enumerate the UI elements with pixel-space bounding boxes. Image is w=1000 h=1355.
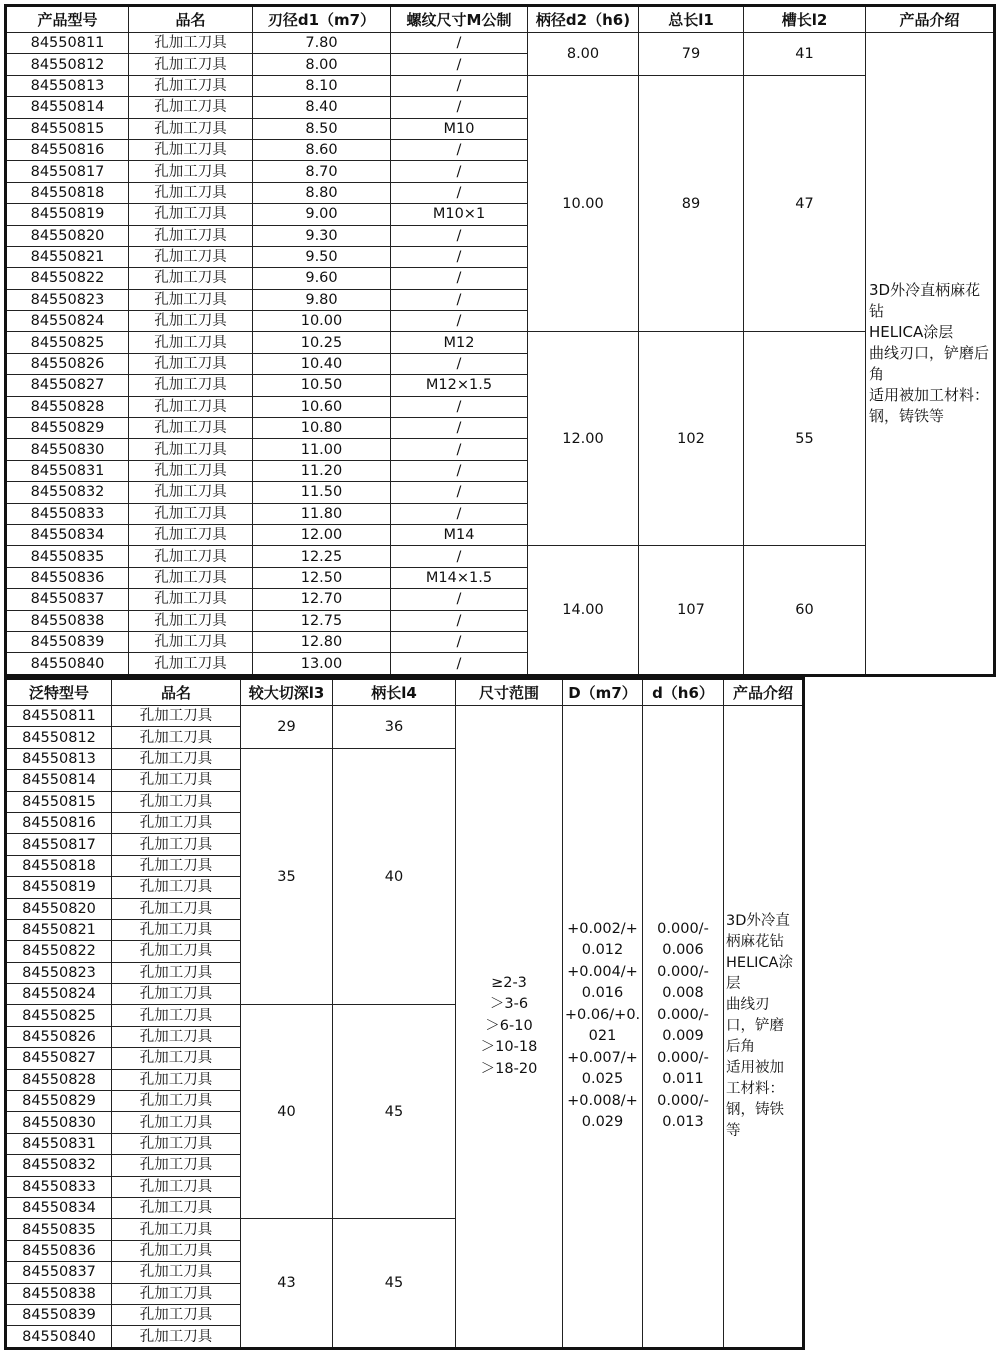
thread-size-cell: M14 [391, 524, 528, 545]
product-id-cell: 84550833 [6, 503, 129, 524]
table1-header-cell: 品名 [129, 6, 253, 33]
d-tolerance-cell-line: 0.008 [662, 985, 704, 1002]
D-tolerance-cell-line: +0.06/+0. [564, 1006, 641, 1023]
product-id-cell: 84550814 [6, 97, 129, 118]
product-name-cell: 孔加工刀具 [112, 984, 241, 1005]
product-id-cell: 84550827 [6, 375, 129, 396]
cutting-diameter-cell: 11.20 [253, 460, 391, 481]
cutting-diameter-cell: 10.40 [253, 353, 391, 374]
product-name-cell: 孔加工刀具 [112, 877, 241, 898]
D-tolerance-cell-line: +0.004/+ [567, 963, 638, 980]
product-name-cell: 孔加工刀具 [129, 482, 253, 503]
thread-size-cell: / [391, 139, 528, 160]
cutting-diameter-cell: 8.80 [253, 182, 391, 203]
D-tolerance-cell-line: 0.016 [581, 985, 624, 1002]
d-tolerance-cell-line: 0.000/- [657, 1049, 709, 1066]
table1-header-cell: 柄径d2（h6) [528, 6, 639, 33]
table2-header-cell: d（h6） [643, 679, 724, 706]
product-intro-cell-line: 等 [726, 1122, 741, 1139]
product-name-cell: 孔加工刀具 [112, 1155, 241, 1176]
product-id-cell: 84550831 [6, 460, 129, 481]
product-id-cell: 84550838 [6, 610, 129, 631]
total-length-cell: 102 [639, 332, 744, 546]
product-intro-cell-line: 3D外冷直 [726, 912, 790, 929]
product-intro-cell-line: 柄麻花钻 [726, 933, 784, 950]
cutting-diameter-cell: 9.50 [253, 246, 391, 267]
table2-header-cell: 产品介绍 [724, 679, 804, 706]
thread-size-cell: / [391, 460, 528, 481]
product-id-cell: 84550828 [6, 396, 129, 417]
product-intro-cell [866, 33, 995, 676]
thread-size-cell: / [391, 311, 528, 332]
product-id-cell: 84550832 [6, 482, 129, 503]
table2-header-cell: D（m7） [563, 679, 643, 706]
product-id-cell: 84550817 [6, 834, 112, 855]
product-name-cell: 孔加工刀具 [112, 1262, 241, 1283]
d-tolerance-cell-line: 0.013 [662, 1114, 704, 1131]
thread-size-cell: / [391, 97, 528, 118]
cutting-diameter-cell: 7.80 [253, 33, 391, 54]
product-name-cell: 孔加工刀具 [112, 1091, 241, 1112]
cutting-diameter-cell: 9.00 [253, 204, 391, 225]
product-intro-cell-line: HELICA涂层 [869, 322, 954, 341]
product-id-cell: 84550826 [6, 1026, 112, 1047]
total-length-cell: 79 [639, 33, 744, 76]
product-name-cell: 孔加工刀具 [112, 791, 241, 812]
D-tolerance-cell-line: 0.025 [581, 1071, 624, 1088]
product-intro-cell-line: 3D外冷直柄麻花钻 [869, 280, 981, 320]
table1-header-cell: 刃径d1（m7） [253, 6, 391, 33]
product-intro-cell-line: 曲线刃口，铲磨后角 [869, 343, 990, 383]
thread-size-cell: / [391, 75, 528, 96]
product-name-cell: 孔加工刀具 [112, 898, 241, 919]
product-id-cell: 84550817 [6, 161, 129, 182]
shank-diameter-cell: 8.00 [528, 33, 639, 76]
thread-size-cell: M12 [391, 332, 528, 353]
product-id-cell: 84550833 [6, 1176, 112, 1197]
product-id-cell: 84550811 [6, 33, 129, 54]
product-name-cell: 孔加工刀具 [129, 182, 253, 203]
product-name-cell: 孔加工刀具 [112, 855, 241, 876]
product-id-cell: 84550831 [6, 1133, 112, 1154]
D-tolerance-cell [563, 706, 643, 1349]
product-id-cell: 84550815 [6, 118, 129, 139]
product-id-cell: 84550812 [6, 54, 129, 75]
product-id-cell: 84550840 [6, 653, 129, 675]
cutting-diameter-cell: 12.70 [253, 589, 391, 610]
product-name-cell: 孔加工刀具 [112, 1219, 241, 1240]
thread-size-cell: / [391, 653, 528, 675]
product-name-cell: 孔加工刀具 [129, 225, 253, 246]
product-id-cell: 84550816 [6, 812, 112, 833]
product-name-cell: 孔加工刀具 [129, 268, 253, 289]
product-name-cell: 孔加工刀具 [112, 941, 241, 962]
product-name-cell: 孔加工刀具 [129, 546, 253, 567]
product-intro-cell-line: HELICA涂 [726, 954, 793, 971]
D-tolerance-cell-line: +0.007/+ [567, 1049, 638, 1066]
thread-size-cell: M12×1.5 [391, 375, 528, 396]
product-id-cell: 84550837 [6, 1262, 112, 1283]
product-id-cell: 84550835 [6, 546, 129, 567]
cutting-diameter-cell: 10.50 [253, 375, 391, 396]
product-name-cell: 孔加工刀具 [112, 1048, 241, 1069]
thread-size-cell: / [391, 225, 528, 246]
D-tolerance-cell-line: 0.012 [581, 942, 624, 959]
max-cut-depth-cell: 43 [241, 1219, 333, 1348]
product-name-cell: 孔加工刀具 [112, 1240, 241, 1261]
size-range-cell-line: ＞6-10 [485, 1017, 533, 1034]
product-id-cell: 84550840 [6, 1326, 112, 1348]
d-tolerance-cell-line: 0.000/- [657, 963, 709, 980]
product-id-cell: 84550837 [6, 589, 129, 610]
product-id-cell: 84550836 [6, 567, 129, 588]
size-range-cell [456, 706, 563, 1349]
cutting-diameter-cell: 13.00 [253, 653, 391, 675]
D-tolerance-cell-line: +0.002/+ [567, 920, 638, 937]
product-name-cell: 孔加工刀具 [112, 1133, 241, 1154]
product-id-cell: 84550823 [6, 962, 112, 983]
product-id-cell: 84550811 [6, 706, 112, 727]
product-id-cell: 84550827 [6, 1048, 112, 1069]
thread-size-cell: / [391, 182, 528, 203]
product-id-cell: 84550836 [6, 1240, 112, 1261]
thread-size-cell: / [391, 396, 528, 417]
product-intro-cell-line: 工材料： [726, 1080, 784, 1097]
cutting-diameter-cell: 10.00 [253, 311, 391, 332]
product-name-cell: 孔加工刀具 [129, 610, 253, 631]
size-range-cell-line: ＞3-6 [489, 996, 529, 1013]
product-id-cell: 84550815 [6, 791, 112, 812]
product-name-cell: 孔加工刀具 [112, 1304, 241, 1325]
product-id-cell: 84550825 [6, 1005, 112, 1026]
product-name-cell: 孔加工刀具 [129, 503, 253, 524]
product-name-cell: 孔加工刀具 [112, 962, 241, 983]
cutting-diameter-cell: 8.00 [253, 54, 391, 75]
table2-header-cell: 较大切深l3 [241, 679, 333, 706]
product-id-cell: 84550839 [6, 631, 129, 652]
table2-header-row [6, 679, 804, 706]
cutting-diameter-cell: 11.00 [253, 439, 391, 460]
flute-length-cell: 55 [744, 332, 866, 546]
cutting-diameter-cell: 12.00 [253, 524, 391, 545]
product-name-cell: 孔加工刀具 [112, 706, 241, 727]
cutting-diameter-cell: 10.25 [253, 332, 391, 353]
product-id-cell: 84550818 [6, 855, 112, 876]
product-name-cell: 孔加工刀具 [129, 375, 253, 396]
product-id-cell: 84550825 [6, 332, 129, 353]
cutting-diameter-cell: 12.75 [253, 610, 391, 631]
D-tolerance-cell-line: 021 [588, 1028, 617, 1045]
d-tolerance-cell-line: 0.000/- [657, 1006, 709, 1023]
product-id-cell: 84550813 [6, 75, 129, 96]
product-name-cell: 孔加工刀具 [129, 118, 253, 139]
product-name-cell: 孔加工刀具 [112, 1283, 241, 1304]
spec-table-2 [4, 677, 805, 1350]
product-name-cell: 孔加工刀具 [112, 919, 241, 940]
thread-size-cell: / [391, 289, 528, 310]
product-id-cell: 84550818 [6, 182, 129, 203]
cutting-diameter-cell: 11.80 [253, 503, 391, 524]
product-name-cell: 孔加工刀具 [129, 161, 253, 182]
product-id-cell: 84550816 [6, 139, 129, 160]
product-id-cell: 84550821 [6, 919, 112, 940]
table1-header-cell: 槽长l2 [744, 6, 866, 33]
product-name-cell: 孔加工刀具 [129, 524, 253, 545]
size-range-cell-line: ≥2-3 [491, 974, 527, 991]
product-id-cell: 84550834 [6, 1197, 112, 1218]
thread-size-cell: / [391, 482, 528, 503]
table-row [6, 75, 995, 96]
product-name-cell: 孔加工刀具 [112, 834, 241, 855]
table2-header-cell: 品名 [112, 679, 241, 706]
d-tolerance-cell-line: 0.006 [662, 942, 704, 959]
table2-header-cell: 泛特型号 [6, 679, 112, 706]
product-id-cell: 84550835 [6, 1219, 112, 1240]
product-name-cell: 孔加工刀具 [129, 33, 253, 54]
table2-body [6, 706, 804, 1349]
total-length-cell: 89 [639, 75, 744, 332]
product-id-cell: 84550821 [6, 246, 129, 267]
cutting-diameter-cell: 8.70 [253, 161, 391, 182]
thread-size-cell: / [391, 546, 528, 567]
shank-diameter-cell: 12.00 [528, 332, 639, 546]
product-name-cell: 孔加工刀具 [112, 1326, 241, 1348]
product-intro-cell-line: 曲线刃 [726, 996, 770, 1013]
cutting-diameter-cell: 11.50 [253, 482, 391, 503]
thread-size-cell: / [391, 33, 528, 54]
thread-size-cell: / [391, 246, 528, 267]
d-tolerance-cell-line: 0.011 [662, 1071, 704, 1088]
product-name-cell: 孔加工刀具 [129, 418, 253, 439]
product-name-cell: 孔加工刀具 [112, 748, 241, 769]
max-cut-depth-cell: 40 [241, 1005, 333, 1219]
table1-header-cell: 产品介绍 [866, 6, 995, 33]
product-name-cell: 孔加工刀具 [129, 653, 253, 675]
product-name-cell: 孔加工刀具 [112, 1026, 241, 1047]
flute-length-cell: 41 [744, 33, 866, 76]
product-id-cell: 84550820 [6, 898, 112, 919]
spec-table-1 [4, 4, 996, 677]
max-cut-depth-cell: 35 [241, 748, 333, 1005]
product-name-cell: 孔加工刀具 [129, 139, 253, 160]
thread-size-cell: / [391, 353, 528, 374]
product-name-cell: 孔加工刀具 [112, 1197, 241, 1218]
total-length-cell: 107 [639, 546, 744, 675]
thread-size-cell: / [391, 161, 528, 182]
product-name-cell: 孔加工刀具 [129, 460, 253, 481]
product-name-cell: 孔加工刀具 [129, 353, 253, 374]
product-name-cell: 孔加工刀具 [112, 1005, 241, 1026]
cutting-diameter-cell: 10.60 [253, 396, 391, 417]
shank-diameter-cell: 10.00 [528, 75, 639, 332]
table2-header-cell: 尺寸范围 [456, 679, 563, 706]
thread-size-cell: / [391, 631, 528, 652]
product-id-cell: 84550819 [6, 204, 129, 225]
size-range-cell-line: ＞18-20 [480, 1060, 538, 1077]
product-id-cell: 84550828 [6, 1069, 112, 1090]
cutting-diameter-cell: 12.80 [253, 631, 391, 652]
size-range-cell-line: ＞10-18 [480, 1039, 538, 1056]
cutting-diameter-cell: 8.60 [253, 139, 391, 160]
product-id-cell: 84550814 [6, 770, 112, 791]
d-tolerance-cell-line: 0.009 [662, 1028, 704, 1045]
table1-header-row [6, 6, 995, 33]
product-intro-cell-line: 后角 [726, 1038, 755, 1055]
product-intro-cell-line: 适用被加工材料：钢，铸铁等 [869, 385, 990, 425]
cutting-diameter-cell: 8.10 [253, 75, 391, 96]
product-id-cell: 84550812 [6, 727, 112, 748]
cutting-diameter-cell: 12.25 [253, 546, 391, 567]
table-row [6, 33, 995, 54]
product-id-cell: 84550822 [6, 268, 129, 289]
table1-body [6, 33, 995, 676]
product-id-cell: 84550820 [6, 225, 129, 246]
flute-length-cell: 47 [744, 75, 866, 332]
table-row [6, 546, 995, 567]
product-name-cell: 孔加工刀具 [112, 1112, 241, 1133]
product-name-cell: 孔加工刀具 [129, 439, 253, 460]
cutting-diameter-cell: 8.40 [253, 97, 391, 118]
product-id-cell: 84550813 [6, 748, 112, 769]
thread-size-cell: / [391, 439, 528, 460]
shank-length-cell: 45 [333, 1005, 456, 1219]
product-name-cell: 孔加工刀具 [112, 1069, 241, 1090]
d-tolerance-cell-line: 0.000/- [657, 1092, 709, 1109]
cutting-diameter-cell: 8.50 [253, 118, 391, 139]
product-id-cell: 84550832 [6, 1155, 112, 1176]
thread-size-cell: / [391, 610, 528, 631]
product-name-cell: 孔加工刀具 [112, 727, 241, 748]
cutting-diameter-cell: 9.30 [253, 225, 391, 246]
product-name-cell: 孔加工刀具 [129, 289, 253, 310]
table-row [6, 332, 995, 353]
thread-size-cell: / [391, 268, 528, 289]
product-intro-cell-line: 口，铲磨 [726, 1017, 784, 1034]
table-row [6, 706, 804, 727]
product-id-cell: 84550830 [6, 439, 129, 460]
thread-size-cell: / [391, 418, 528, 439]
table1-header-cell: 螺纹尺寸M公制 [391, 6, 528, 33]
product-name-cell: 孔加工刀具 [129, 75, 253, 96]
product-intro-cell [724, 706, 804, 1349]
D-tolerance-cell-line: 0.029 [581, 1114, 624, 1131]
product-id-cell: 84550834 [6, 524, 129, 545]
product-id-cell: 84550824 [6, 984, 112, 1005]
product-name-cell: 孔加工刀具 [129, 204, 253, 225]
cutting-diameter-cell: 9.80 [253, 289, 391, 310]
product-name-cell: 孔加工刀具 [129, 631, 253, 652]
thread-size-cell: M10×1 [391, 204, 528, 225]
cutting-diameter-cell: 9.60 [253, 268, 391, 289]
thread-size-cell: / [391, 503, 528, 524]
product-name-cell: 孔加工刀具 [129, 97, 253, 118]
product-name-cell: 孔加工刀具 [129, 246, 253, 267]
product-name-cell: 孔加工刀具 [129, 311, 253, 332]
product-id-cell: 84550824 [6, 311, 129, 332]
D-tolerance-cell-line: +0.008/+ [567, 1092, 638, 1109]
product-id-cell: 84550829 [6, 418, 129, 439]
product-intro-cell-line: 层 [726, 975, 741, 992]
product-name-cell: 孔加工刀具 [112, 1176, 241, 1197]
shank-length-cell: 36 [333, 706, 456, 749]
shank-diameter-cell: 14.00 [528, 546, 639, 675]
d-tolerance-cell [643, 706, 724, 1349]
product-id-cell: 84550826 [6, 353, 129, 374]
product-name-cell: 孔加工刀具 [129, 332, 253, 353]
product-name-cell: 孔加工刀具 [129, 567, 253, 588]
product-id-cell: 84550830 [6, 1112, 112, 1133]
cutting-diameter-cell: 10.80 [253, 418, 391, 439]
d-tolerance-cell-line: 0.000/- [657, 920, 709, 937]
thread-size-cell: / [391, 54, 528, 75]
product-id-cell: 84550819 [6, 877, 112, 898]
cutting-diameter-cell: 12.50 [253, 567, 391, 588]
product-id-cell: 84550839 [6, 1304, 112, 1325]
thread-size-cell: / [391, 589, 528, 610]
table1-header-cell: 总长l1 [639, 6, 744, 33]
product-intro-cell-line: 钢，铸铁 [726, 1101, 784, 1118]
max-cut-depth-cell: 29 [241, 706, 333, 749]
thread-size-cell: M14×1.5 [391, 567, 528, 588]
product-id-cell: 84550822 [6, 941, 112, 962]
table1-header-cell: 产品型号 [6, 6, 129, 33]
table2-header-cell: 柄长l4 [333, 679, 456, 706]
shank-length-cell: 40 [333, 748, 456, 1005]
product-name-cell: 孔加工刀具 [129, 396, 253, 417]
product-name-cell: 孔加工刀具 [129, 54, 253, 75]
product-name-cell: 孔加工刀具 [112, 812, 241, 833]
product-name-cell: 孔加工刀具 [129, 589, 253, 610]
product-name-cell: 孔加工刀具 [112, 770, 241, 791]
shank-length-cell: 45 [333, 1219, 456, 1348]
product-id-cell: 84550838 [6, 1283, 112, 1304]
flute-length-cell: 60 [744, 546, 866, 675]
product-id-cell: 84550829 [6, 1091, 112, 1112]
thread-size-cell: M10 [391, 118, 528, 139]
product-id-cell: 84550823 [6, 289, 129, 310]
product-intro-cell-line: 适用被加 [726, 1059, 784, 1076]
